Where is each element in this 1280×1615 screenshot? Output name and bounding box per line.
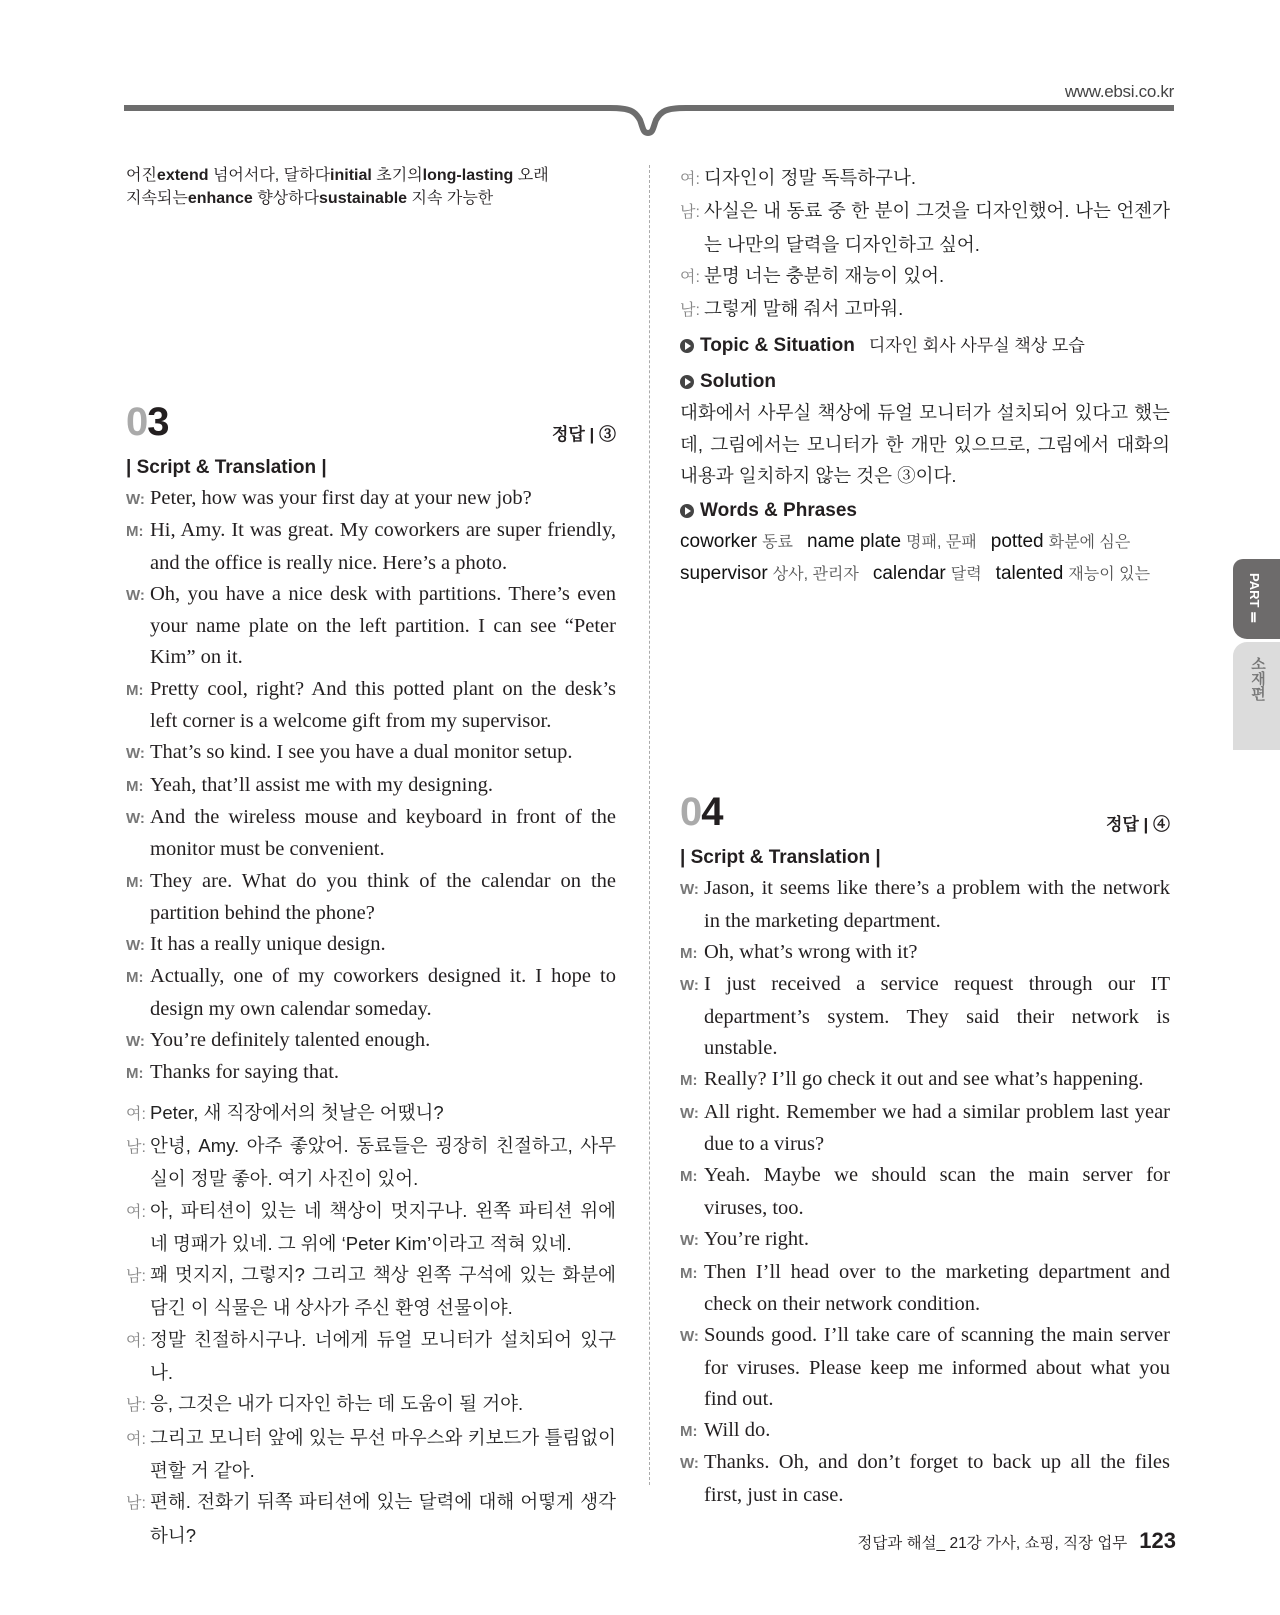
vocab-term: supervisor	[680, 563, 768, 585]
dialogue-line	[126, 1097, 616, 1130]
line-text: Actually, one of my coworkers designed it. I hope to design my own calendar someday.	[150, 965, 616, 1020]
line-text: Peter, how was your first day at your new job?	[150, 487, 532, 509]
vocab-term: sustainable	[319, 190, 408, 207]
vocab-row	[126, 185, 616, 208]
play-bullet-icon	[680, 339, 694, 353]
vocab-meaning: 어진	[126, 167, 157, 184]
dialogue-line	[680, 260, 1170, 293]
vocab-term: initial	[330, 167, 372, 184]
line-text: You’re definitely talented enough.	[150, 1029, 431, 1052]
speaker-label: W:	[126, 745, 145, 763]
line-text: 응, 그것은 내가 디자인 하는 데 도움이 될 거야.	[150, 1393, 524, 1415]
dialogue-line	[680, 1224, 1170, 1257]
vocab-meaning: 지속되는	[126, 190, 188, 207]
vocab-row	[126, 162, 616, 185]
question-4	[680, 790, 1170, 1511]
speaker-label: 여:	[126, 1105, 146, 1123]
speaker-label: W:	[126, 1033, 145, 1051]
speaker-label: 여:	[126, 1332, 146, 1350]
tab-section[interactable]	[1233, 642, 1280, 750]
speaker-label: M:	[126, 681, 144, 699]
speaker-label: M:	[680, 944, 698, 962]
translation	[126, 1097, 616, 1551]
speaker-label: 남:	[126, 1397, 146, 1415]
vocab-term: name plate	[807, 531, 902, 553]
dialogue-line	[126, 961, 616, 1025]
vocab-meaning: 향상하다	[257, 190, 320, 207]
script-heading: | Script & Translation |	[126, 457, 327, 478]
line-text: Thanks for saying that.	[150, 1061, 340, 1084]
line-text: 그렇게 말해 줘서 고마워.	[704, 298, 904, 320]
line-text: And the wireless mouse and keyboard in front of the monitor must be convenient.	[150, 805, 616, 861]
speaker-label: W:	[126, 937, 145, 955]
line-text: 그리고 모니터 앞에 있는 무선 마우스와 키보드가 틀림없이 편할 거 같아.	[150, 1426, 616, 1481]
solution-label: Solution	[700, 371, 776, 393]
dialogue-line	[126, 770, 616, 802]
line-text: 안녕, Amy. 아주 좋았어. 동료들은 굉장히 친절하고, 사무실이 정말 좋아. 여기 사진이 있어.	[150, 1134, 616, 1190]
dialogue-line	[680, 1257, 1170, 1321]
vocab-meaning: 달력	[950, 566, 982, 584]
dialogue-line	[680, 293, 1170, 326]
speaker-label: W:	[680, 1328, 699, 1346]
line-text: Sounds good. I’ll take care of scanning the main server for viruses. Please keep me informed about what you find out.	[704, 1324, 1170, 1410]
question-3	[126, 400, 616, 1551]
line-text: You’re right.	[704, 1227, 809, 1250]
speaker-label: W:	[126, 586, 145, 604]
line-text: Will do.	[704, 1418, 771, 1441]
speaker-label: M:	[680, 1264, 698, 1282]
dialogue-line	[680, 1064, 1170, 1097]
dialogue-line	[680, 1160, 1170, 1224]
words-list	[680, 526, 1170, 590]
dialogue-line	[126, 866, 616, 930]
footer	[857, 1528, 1176, 1554]
line-text: Oh, what’s wrong with it?	[704, 940, 918, 963]
answer-label: 정답 | ④	[1105, 815, 1170, 834]
line-text: 사실은 내 동료 중 한 분이 그것을 디자인했어. 나는 언젠가는 나만의 달력을 디자인하고 싶어.	[704, 200, 1170, 255]
dialogue-line	[680, 1415, 1170, 1448]
header-rule	[0, 95, 1280, 140]
speaker-label: M:	[126, 777, 144, 795]
vocab-term: long-lasting	[422, 167, 514, 184]
speaker-label: W:	[680, 1104, 699, 1122]
vocab-meaning: 초기의	[376, 167, 423, 184]
tab-part-2[interactable]	[1233, 559, 1280, 639]
line-text: Pretty cool, right? And this potted plant on the desk’s left corner is a welcome gift from my supervisor.	[150, 677, 616, 733]
dialogue-line	[680, 195, 1170, 260]
footer-text: 정답과 해설_ 21강 가사, 쇼핑, 직장 업무	[857, 1535, 1128, 1552]
speaker-label: M:	[126, 523, 144, 541]
line-text: That’s so kind. I see you have a dual monitor setup.	[150, 741, 573, 764]
script	[680, 873, 1170, 1511]
line-text: Yeah, that’ll assist me with my designing.	[150, 773, 493, 796]
line-text: 정말 친절하시구나. 너에게 듀얼 모니터가 설치되어 있구나.	[150, 1328, 616, 1384]
dialogue-line	[126, 674, 616, 738]
dialogue-line	[126, 579, 616, 674]
line-text: Oh, you have a nice desk with partitions. There’s even your name plate on the left partition. I can see “Peter Kim” on it.	[150, 582, 616, 669]
vocab-term: coworker	[680, 531, 758, 553]
dialogue-line	[126, 802, 616, 866]
dialogue-line	[126, 737, 616, 769]
speaker-label: M:	[680, 1422, 698, 1440]
speaker-label: M:	[126, 873, 144, 891]
site-url: www.ebsi.co.kr	[1064, 82, 1174, 101]
vocab-meaning: 화분에 심은	[1048, 534, 1131, 552]
vocab-meaning: 지속 가능한	[411, 190, 494, 207]
line-text: I just received a service request through our IT department’s system. They said their network is unstable.	[704, 973, 1170, 1059]
dialogue-line	[680, 162, 1170, 195]
solution-text: 대화에서 사무실 책상에 듀얼 모니터가 설치되어 있다고 했는데, 그림에서는 모니터가 한 개만 있으므로, 그림에서 대화의 내용과 일치하지 않는 것은 ③이다.	[680, 402, 1170, 487]
dialogue-line	[126, 515, 616, 579]
speaker-label: 여:	[126, 1203, 146, 1221]
vocab-continued	[126, 162, 616, 208]
dialogue-line	[126, 1324, 616, 1389]
play-bullet-icon	[680, 504, 694, 518]
vocab-meaning: 재능이 있는	[1068, 566, 1151, 584]
line-text: Yeah. Maybe we should scan the main server for viruses, too.	[704, 1164, 1170, 1219]
line-text: 편해. 전화기 뒤쪽 파티션에 있는 달력에 대해 어떻게 생각하니?	[150, 1491, 616, 1546]
solution-heading	[680, 367, 1170, 397]
line-text: 분명 너는 충분히 재능이 있어.	[704, 264, 945, 286]
line-text: Hi, Amy. It was great. My coworkers are super friendly, and the office is really nice. Here’s a photo.	[150, 519, 616, 574]
column-divider	[649, 165, 650, 1485]
dialogue-line	[126, 483, 616, 515]
vocab-term: extend	[156, 167, 209, 184]
vocab-term: calendar	[872, 563, 946, 585]
dialogue-line	[680, 1447, 1170, 1511]
speaker-label: 남:	[680, 302, 700, 320]
vocab-meaning: 명패, 문패	[906, 534, 977, 552]
dialogue-line	[126, 1025, 616, 1057]
words-label: Words & Phrases	[700, 500, 857, 522]
line-text: Thanks. Oh, and don’t forget to back up all the files first, just in case.	[704, 1451, 1170, 1507]
dialogue-line	[126, 1486, 616, 1551]
line-text: Really? I’ll go check it out and see what’s happening.	[704, 1067, 1144, 1090]
speaker-label: 남:	[126, 1138, 146, 1156]
speaker-label: 여:	[680, 171, 700, 188]
vocab-meaning: 상사, 관리자	[772, 566, 859, 584]
speaker-label: W:	[680, 977, 699, 995]
vocab-term: potted	[990, 531, 1044, 553]
vocab-row	[680, 526, 1170, 558]
speaker-label: W:	[680, 881, 699, 898]
line-text: 아, 파티션이 있는 네 책상이 멋지구나. 왼쪽 파티션 위에 네 명패가 있네. 그 위에 ‘Peter Kim’이라고 적혀 있네.	[150, 1199, 616, 1254]
speaker-label: 남:	[126, 1268, 146, 1286]
line-text: 꽤 멋지지, 그렇지? 그리고 책상 왼쪽 구석에 있는 화분에 담긴 이 식물은 내 상사가 주신 환영 선물이야.	[150, 1264, 616, 1319]
speaker-label: 여:	[680, 268, 700, 286]
vocab-meaning: 넘어서다, 달하다	[212, 167, 331, 184]
dialogue-line	[126, 1259, 616, 1324]
dialogue-line	[126, 1130, 616, 1195]
line-text: Peter, 새 직장에서의 첫날은 어땠니?	[150, 1101, 444, 1123]
speaker-label: 남:	[680, 204, 700, 222]
answer-label: 정답 | ③	[551, 425, 616, 444]
question-number: 04	[680, 790, 723, 834]
speaker-label: W:	[126, 809, 145, 827]
speaker-label: W:	[126, 491, 145, 508]
vocab-meaning: 동료	[762, 534, 794, 552]
dialogue-line	[680, 1097, 1170, 1161]
words-heading	[680, 496, 1170, 526]
speaker-label: W:	[680, 1455, 699, 1473]
play-bullet-icon	[680, 375, 694, 389]
dialogue-line	[680, 873, 1170, 937]
speaker-label: M:	[680, 1168, 698, 1186]
dialogue-line	[680, 937, 1170, 970]
vocab-row	[680, 558, 1170, 590]
dialogue-line	[126, 1195, 616, 1260]
tab-label: 소재편	[1249, 656, 1266, 701]
topic-text: 디자인 회사 사무실 책상 모습	[868, 336, 1085, 356]
speaker-label: M:	[126, 969, 144, 987]
question-number: 03	[126, 400, 169, 444]
right-column	[680, 162, 1170, 590]
vocab-meaning: 오래	[517, 167, 549, 184]
dialogue-line	[126, 929, 616, 961]
line-text: Jason, it seems like there’s a problem with the network in the marketing department.	[704, 877, 1170, 932]
dialogue-line	[126, 1057, 616, 1089]
script-heading: | Script & Translation |	[680, 847, 881, 868]
line-text: It has a really unique design.	[150, 933, 386, 956]
line-text: Then I’ll head over to the marketing department and check on their network condition.	[704, 1260, 1170, 1316]
speaker-label: W:	[680, 1231, 699, 1249]
vocab-term: enhance	[187, 190, 253, 207]
topic-section	[680, 331, 1170, 361]
vocab-term: talented	[995, 563, 1064, 585]
tab-label: PART Ⅱ	[1247, 573, 1262, 627]
dialogue-line	[126, 1388, 616, 1421]
line-text: All right. Remember we had a similar problem last year due to a virus?	[704, 1100, 1170, 1156]
speaker-label: 여:	[126, 1430, 146, 1448]
translation-continued	[680, 162, 1170, 326]
dialogue-line	[680, 969, 1170, 1063]
line-text: They are. What do you think of the calendar on the partition behind the phone?	[150, 869, 616, 924]
speaker-label: M:	[680, 1071, 698, 1089]
line-text: 디자인이 정말 독특하구나.	[704, 167, 917, 188]
dialogue-line	[126, 1422, 616, 1487]
script	[126, 483, 616, 1090]
speaker-label: M:	[126, 1065, 144, 1083]
topic-label: Topic & Situation	[700, 335, 855, 357]
speaker-label: 남:	[126, 1495, 146, 1513]
dialogue-line	[680, 1320, 1170, 1414]
page-number: 123	[1139, 1528, 1176, 1553]
